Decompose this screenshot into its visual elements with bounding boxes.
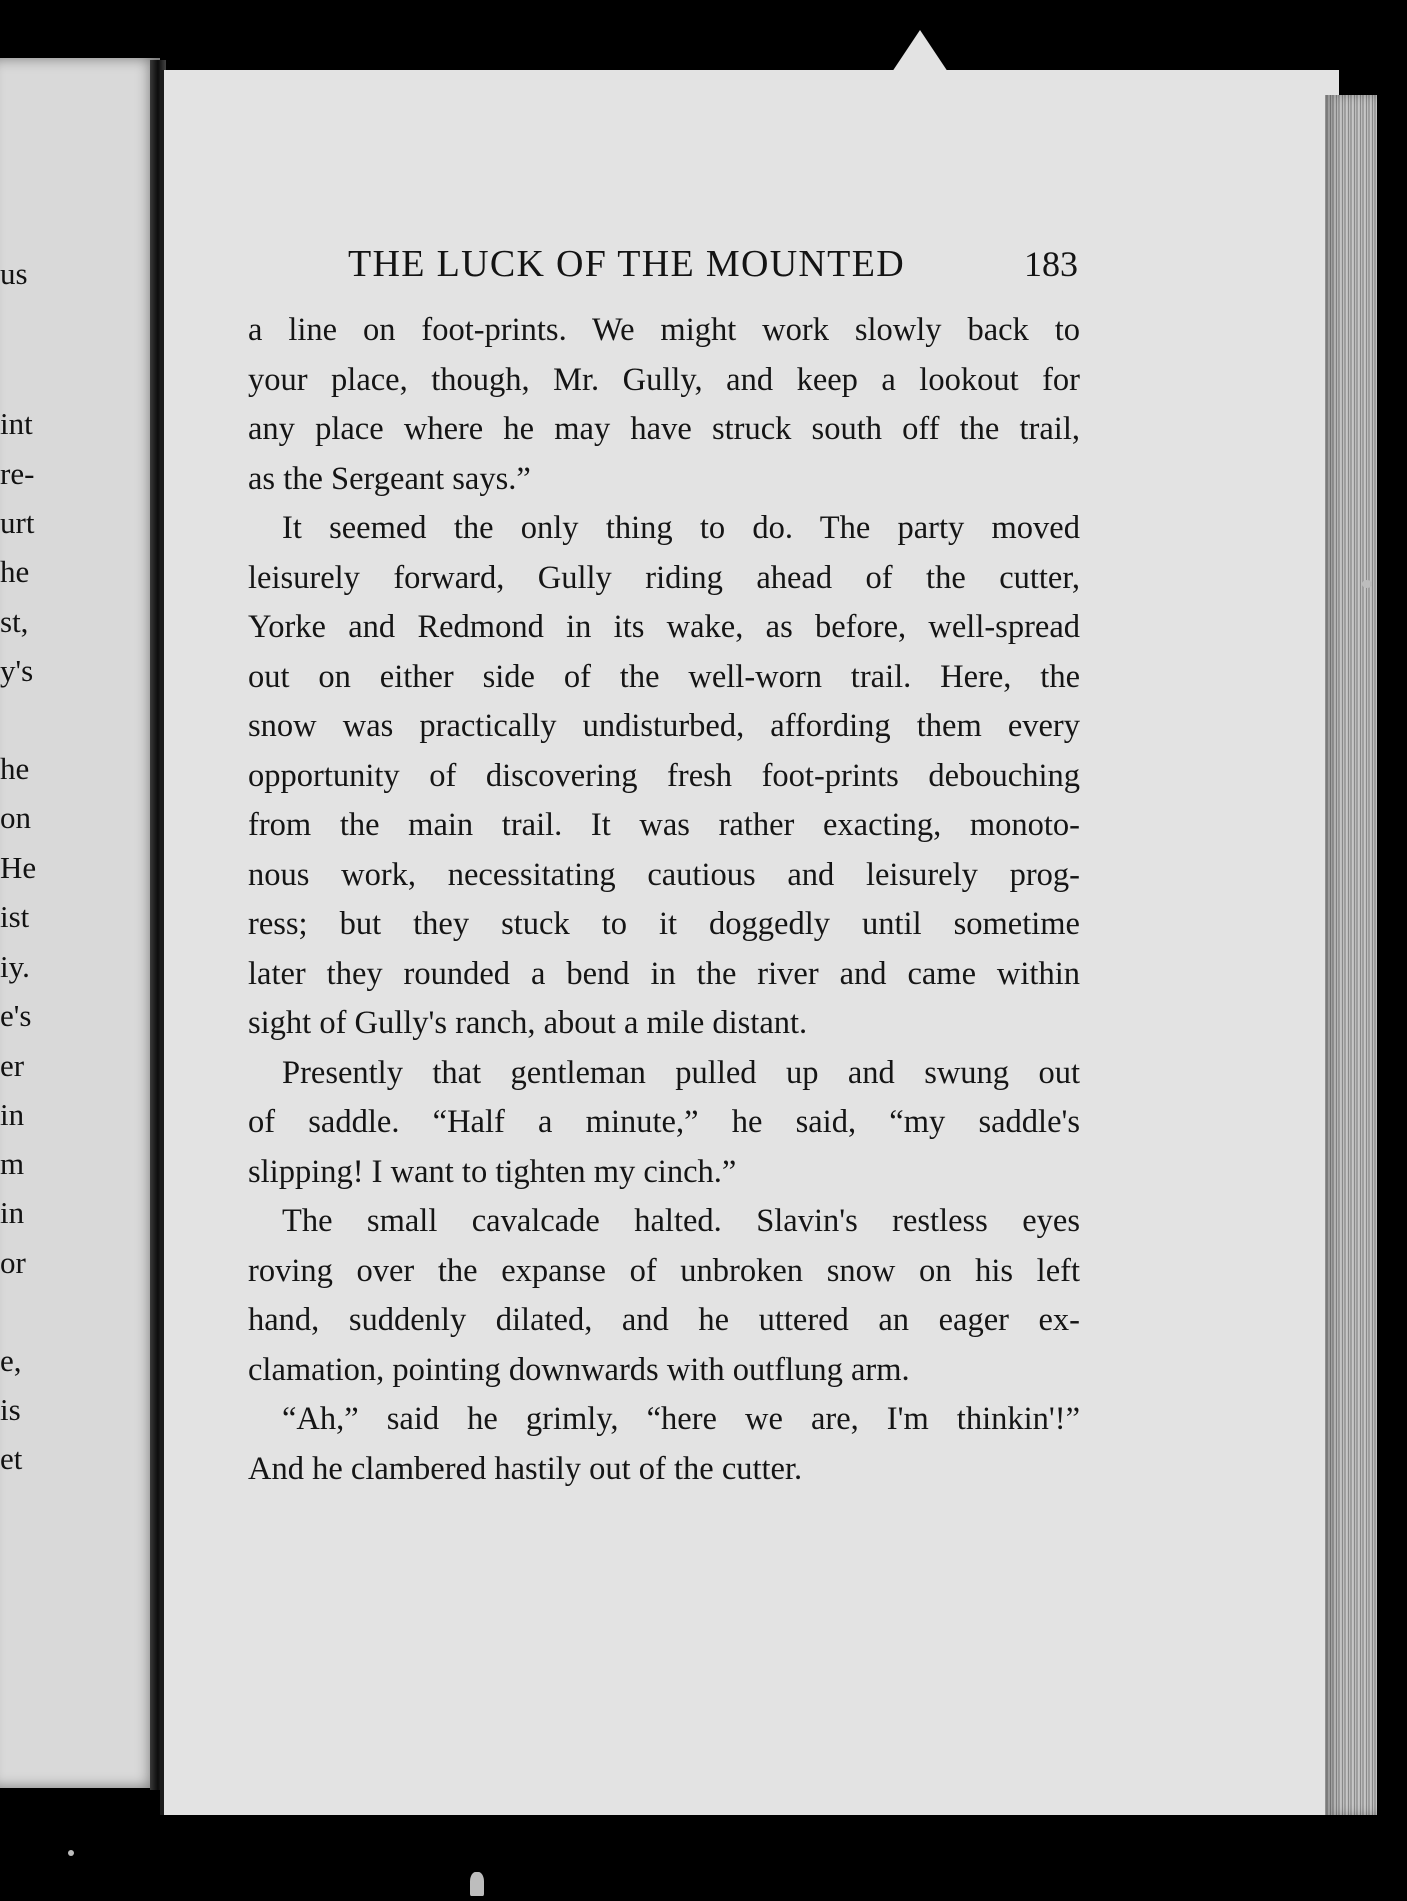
facing-page-line-fragment: or — [0, 1245, 26, 1280]
text-line: sight of Gully's ranch, about a mile distant. — [248, 1005, 808, 1041]
body-text — [248, 306, 1080, 1494]
text-line: snow was practically undisturbed, affording them every — [248, 708, 1080, 744]
text-line: “Ah,” said he grimly, “here we are, I'm thinkin'!” — [282, 1401, 1080, 1437]
text-line: The small cavalcade halted. Slavin's restless eyes — [282, 1203, 1080, 1239]
dust-speck — [68, 1850, 74, 1856]
facing-page-left — [0, 58, 160, 1788]
facing-page-line-fragment: er — [0, 1048, 25, 1083]
facing-page-line-fragment: m — [0, 1146, 25, 1181]
facing-page-line-fragment: e's — [0, 998, 32, 1033]
facing-page-line-fragment: e, — [0, 1343, 22, 1378]
facing-page-line-fragment: iy. — [0, 949, 30, 984]
text-line: any place where he may have struck south off the trail, — [248, 411, 1080, 447]
text-line: Presently that gentleman pulled up and swung out — [282, 1054, 1080, 1091]
facing-page-line-fragment: in — [0, 1097, 25, 1132]
facing-page-line-fragment: re- — [0, 456, 35, 491]
text-line: ress; but they stuck to it doggedly until sometime — [248, 906, 1080, 942]
text-line: as the Sergeant says.” — [248, 460, 531, 497]
text-line: hand, suddenly dilated, and he uttered an eager ex- — [248, 1302, 1080, 1338]
facing-page-line-fragment: he — [0, 554, 30, 589]
facing-page-line-fragment: is — [0, 1392, 21, 1427]
text-line: your place, though, Mr. Gully, and keep a lookout for — [248, 361, 1080, 398]
facing-page-line-fragment: ist — [0, 899, 30, 934]
text-line: roving over the expanse of unbroken snow on his left — [248, 1252, 1080, 1289]
facing-page-line-fragment: int — [0, 406, 33, 441]
text-line: clamation, pointing downwards with outflung arm. — [248, 1351, 910, 1388]
facing-page-line-fragment: He — [0, 850, 37, 885]
text-line: out on either side of the well-worn trail. Here, the — [248, 658, 1080, 695]
facing-page-line-fragment: on — [0, 800, 31, 835]
page-number: 183 — [1024, 244, 1078, 284]
text-line: And he clambered hastily out of the cutter. — [248, 1450, 803, 1487]
text-line: nous work, necessitating cautious and leisurely prog- — [248, 856, 1080, 893]
facing-page-line-fragment: st, — [0, 604, 29, 639]
page-corner-mark — [880, 30, 960, 90]
page-block-edges — [1325, 95, 1377, 1815]
facing-page-line-fragment: us — [0, 256, 28, 291]
text-line: of saddle. “Half a minute,” he said, “my saddle's — [248, 1104, 1080, 1140]
text-line: opportunity of discovering fresh foot-prints debouching — [248, 757, 1080, 794]
text-line: slipping! I want to tighten my cinch.” — [248, 1153, 737, 1190]
facing-page-line-fragment: he — [0, 751, 30, 786]
dust-speck — [470, 1872, 484, 1896]
facing-page-line-fragment: urt — [0, 505, 35, 540]
text-line: later they rounded a bend in the river and came within — [248, 955, 1080, 992]
text-line: a line on foot-prints. We might work slowly back to — [248, 312, 1080, 348]
facing-page-line-fragment: et — [0, 1441, 23, 1476]
text-line: It seemed the only thing to do. The party moved — [282, 510, 1080, 546]
running-head — [348, 242, 1078, 286]
facing-page-line-fragment: in — [0, 1195, 25, 1230]
facing-page-line-fragment: y's — [0, 653, 34, 688]
text-line: leisurely forward, Gully riding ahead of the cutter, — [248, 559, 1080, 596]
text-line: Yorke and Redmond in its wake, as before, well-spread — [248, 609, 1080, 645]
text-line: from the main trail. It was rather exacting, monoto- — [248, 807, 1080, 843]
dust-speck — [1362, 580, 1372, 588]
running-title: THE LUCK OF THE MOUNTED — [348, 243, 905, 285]
